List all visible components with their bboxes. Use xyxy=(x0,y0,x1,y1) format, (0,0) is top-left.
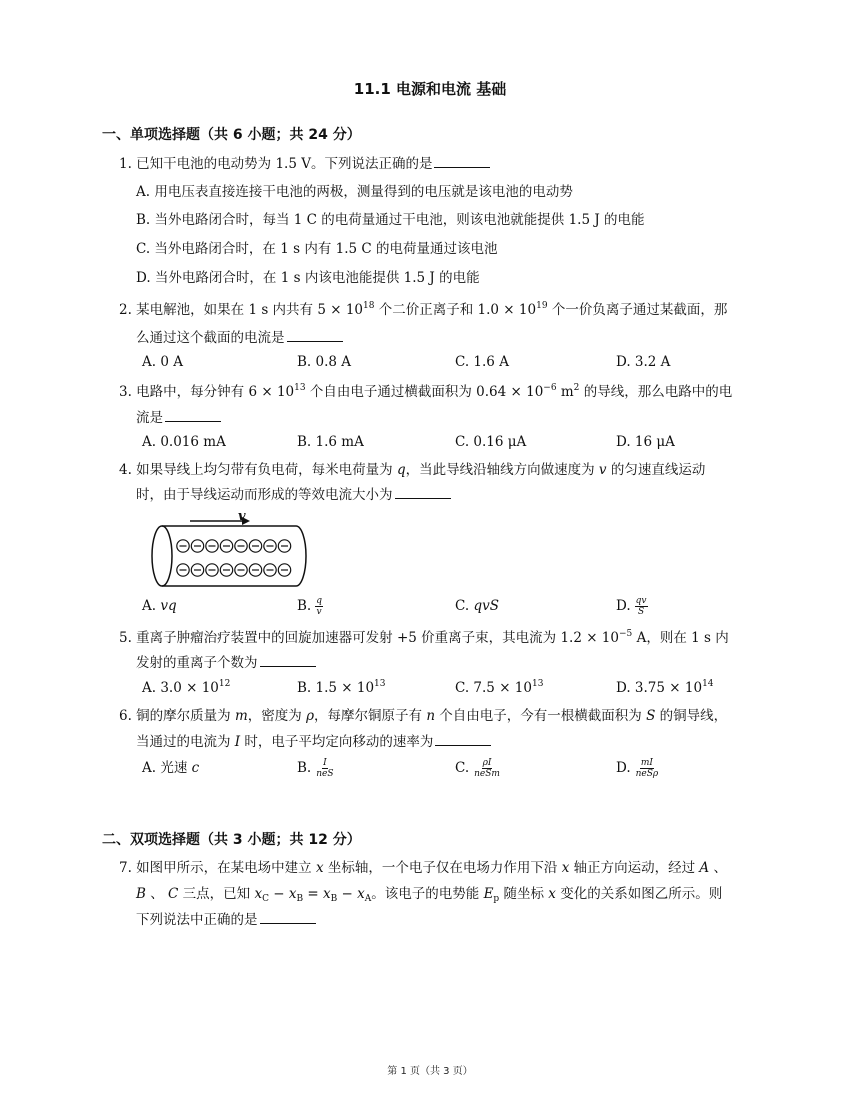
question-2-stem-line1: 2. 某电解池，如果在 1 s 内共有 $5 \times 10^{18}$ 个二价正离子和 $1.0 \times 10^{19}$ 个一价负离子通过某截面，那 xyxy=(119,301,728,318)
question-6-option-b[interactable]: B. $\frac{I}{\text{neS}}$ xyxy=(297,758,334,779)
answer-blank[interactable] xyxy=(287,329,343,342)
question-4-stem-line2: 时，由于导线运动而形成的等效电流大小为 xyxy=(136,483,451,507)
wire-end-face xyxy=(152,526,172,586)
question-2-stem-line2: 么通过这个截面的电流是 xyxy=(136,326,343,350)
question-3-option-d[interactable]: D. 16 μA xyxy=(616,434,675,450)
question-5-option-d[interactable]: D. $3.75 \times 10^{14}$ xyxy=(616,679,714,696)
question-6-option-d[interactable]: D. $\frac{mI}{\text{neSρ}}$ xyxy=(616,758,659,779)
question-3-stem-line1: 3. 电路中，每分钟有 $6 \times 10^{13}$ 个自由电子通过横截面积为 $0.64 \times 10^{-6}$ $m^2$ 的导线，那么电路中的电 xyxy=(119,383,733,400)
answer-blank[interactable] xyxy=(260,654,316,667)
page-title: 11.1 电源和电流 基础 xyxy=(353,80,507,98)
wire-body xyxy=(162,526,306,586)
question-3-stem-line2: 流是 xyxy=(136,406,221,430)
question-6-stem-line1: 6. 铜的摩尔质量为 m，密度为 ρ，每摩尔铜原子有 n 个自由电子，今有一根横截面积为 S 的铜导线， xyxy=(119,708,728,724)
answer-blank[interactable] xyxy=(260,911,316,924)
question-7-stem-line2: B 、 C 三点，已知 $x_C - x_B = x_B - x_A$。该电子的电势能 $E_p$ 随坐标 x 变化的关系如图乙所示。则 xyxy=(136,886,723,904)
question-5-stem-line2: 发射的重离子个数为 xyxy=(136,651,316,675)
question-2-option-c[interactable]: C. 1.6 A xyxy=(455,354,509,370)
velocity-label: v xyxy=(238,509,246,524)
question-6-option-c[interactable]: C. $\frac{\rho I}{\text{neSm}}$ xyxy=(455,758,500,779)
question-2-option-b[interactable]: B. 0.8 A xyxy=(297,354,352,370)
question-7-stem-line3: 下列说法中正确的是 xyxy=(136,908,316,932)
question-6-stem-line2: 当通过的电流为 I 时，电子平均定向移动的速率为 xyxy=(136,730,491,754)
question-7-stem-line1: 7. 如图甲所示，在某电场中建立 x 坐标轴，一个电子仅在电场力作用下沿 x 轴正方向运动，经过 A 、 xyxy=(119,860,727,876)
question-1-stem: 1. 已知干电池的电动势为 1.5 V。下列说法正确的是 xyxy=(119,152,490,176)
section-heading-double-choice: 二、双项选择题（共 3 小题；共 12 分） xyxy=(102,832,361,848)
question-4-option-a[interactable]: A. vq xyxy=(142,598,177,614)
answer-blank[interactable] xyxy=(165,409,221,422)
answer-blank[interactable] xyxy=(435,733,491,746)
charged-wire-figure xyxy=(138,508,308,590)
answer-blank[interactable] xyxy=(395,486,451,499)
question-1-option-d[interactable]: D. 当外电路闭合时，在 1 s 内该电池能提供 1.5 J 的电能 xyxy=(136,270,480,286)
question-4-option-b[interactable]: B. $\frac{q}{v}$ xyxy=(297,596,322,617)
question-5-option-b[interactable]: B. $1.5 \times 10^{13}$ xyxy=(297,679,386,696)
negative-charges xyxy=(177,540,291,576)
answer-blank[interactable] xyxy=(434,155,490,168)
question-4-option-c[interactable]: C. qvS xyxy=(455,598,499,614)
question-4-option-d[interactable]: D. $\frac{qv}{S}$ xyxy=(616,596,647,617)
question-3-option-a[interactable]: A. 0.016 mA xyxy=(142,434,226,450)
page-footer: 第 1 页（共 3 页） xyxy=(387,1066,473,1077)
section-heading-single-choice: 一、单项选择题（共 6 小题；共 24 分） xyxy=(102,127,361,143)
question-5-option-a[interactable]: A. $3.0 \times 10^{12}$ xyxy=(142,679,231,696)
question-4-stem-line1: 4. 如果导线上均匀带有负电荷，每米电荷量为 q，当此导线沿轴线方向做速度为 v 的匀速直线运动 xyxy=(119,462,706,478)
question-2-option-a[interactable]: A. 0 A xyxy=(142,354,183,370)
question-3-option-c[interactable]: C. 0.16 μA xyxy=(455,434,527,450)
question-2-option-d[interactable]: D. 3.2 A xyxy=(616,354,671,370)
question-1-option-a[interactable]: A. 用电压表直接连接干电池的两极，测量得到的电压就是该电池的电动势 xyxy=(136,184,573,200)
question-6-option-a[interactable]: A. 光速 c xyxy=(142,760,200,776)
question-1-option-b[interactable]: B. 当外电路闭合时，每当 1 C 的电荷量通过干电池，则该电池就能提供 1.5 J 的电能 xyxy=(136,212,645,228)
question-1-option-c[interactable]: C. 当外电路闭合时，在 1 s 内有 1.5 C 的电荷量通过该电池 xyxy=(136,241,498,257)
question-5-option-c[interactable]: C. $7.5 \times 10^{13}$ xyxy=(455,679,544,696)
question-5-stem-line1: 5. 重离子肿瘤治疗装置中的回旋加速器可发射 +5 价重离子束，其电流为 $1.2 \times 10^{-5}$ A，则在 1 s 内 xyxy=(119,629,729,646)
question-3-option-b[interactable]: B. 1.6 mA xyxy=(297,434,364,450)
